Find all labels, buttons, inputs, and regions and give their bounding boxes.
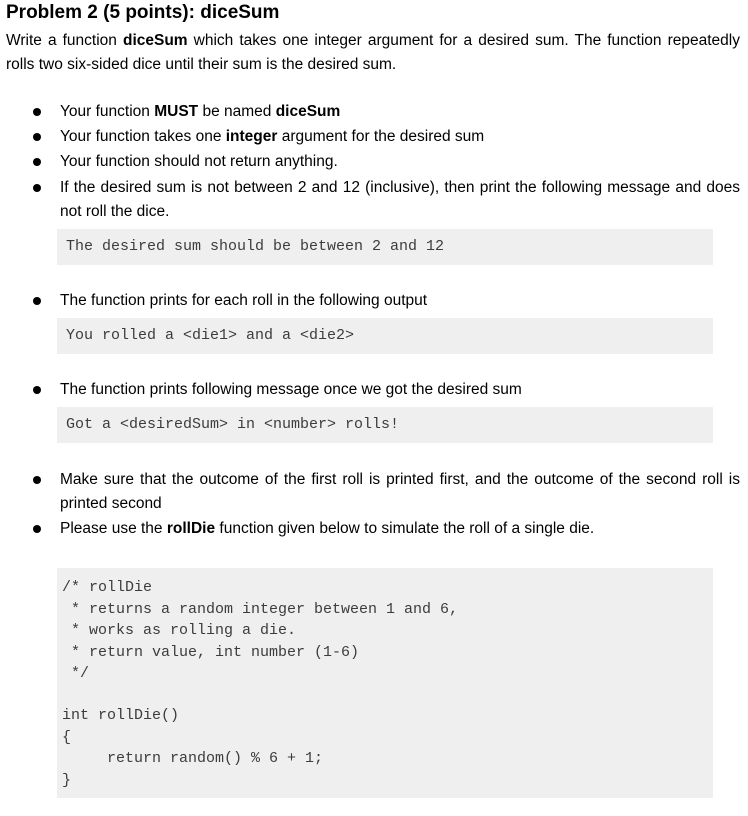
code-line: * returns a random integer between 1 and 6, [62,600,459,618]
code-line: * return value, int number (1-6) [62,643,360,661]
bullet-no-return: Your function should not return anything. [60,150,740,174]
code-line: /* rollDie [62,579,153,596]
bullet-argument: Your function takes one integer argument for the desired sum [60,125,740,149]
bullet-function-name: Your function MUST be named diceSum [60,100,740,124]
code-line: return random() % 6 + 1; [62,750,324,768]
problem-title: Problem 2 (5 points): diceSum [6,2,280,23]
code-line: { [62,728,72,746]
intro-function-name: diceSum [122,32,188,49]
problem-description [6,29,740,77]
bullet-range-check: If the desired sum is not between 2 and 12 (inclusive), then print the following message and does not roll the dice. [60,176,740,224]
code-line: */ [62,665,90,683]
bullet-roll-output: The function prints for each roll in the following output [60,289,740,313]
code-got-message: Got a <desiredSum> in <number> rolls! [57,407,713,443]
code-blank-line [62,685,713,705]
code-line: int rollDie() [62,706,180,724]
intro-text-end: which takes one integer argument for a desired sum. The function repeatedly rolls two six-sided dice until their sum is the desired sum. [6,32,740,73]
bullet-desired-sum-message: The function prints following message once we got the desired sum [60,378,740,402]
code-range-message: The desired sum should be between 2 and 12 [57,229,713,265]
intro-text-start: Write a function [6,32,123,49]
code-line: * works as rolling a die. [62,622,297,640]
bullet-use-rolldie: Please use the rollDie function given below to simulate the roll of a single die. [60,517,740,541]
code-line: } [62,771,72,789]
code-rolldie-function [57,568,713,798]
bullet-print-order: Make sure that the outcome of the first roll is printed first, and the outcome of the second roll is printed second [60,468,740,516]
code-roll-message: You rolled a <die1> and a <die2> [57,318,713,354]
